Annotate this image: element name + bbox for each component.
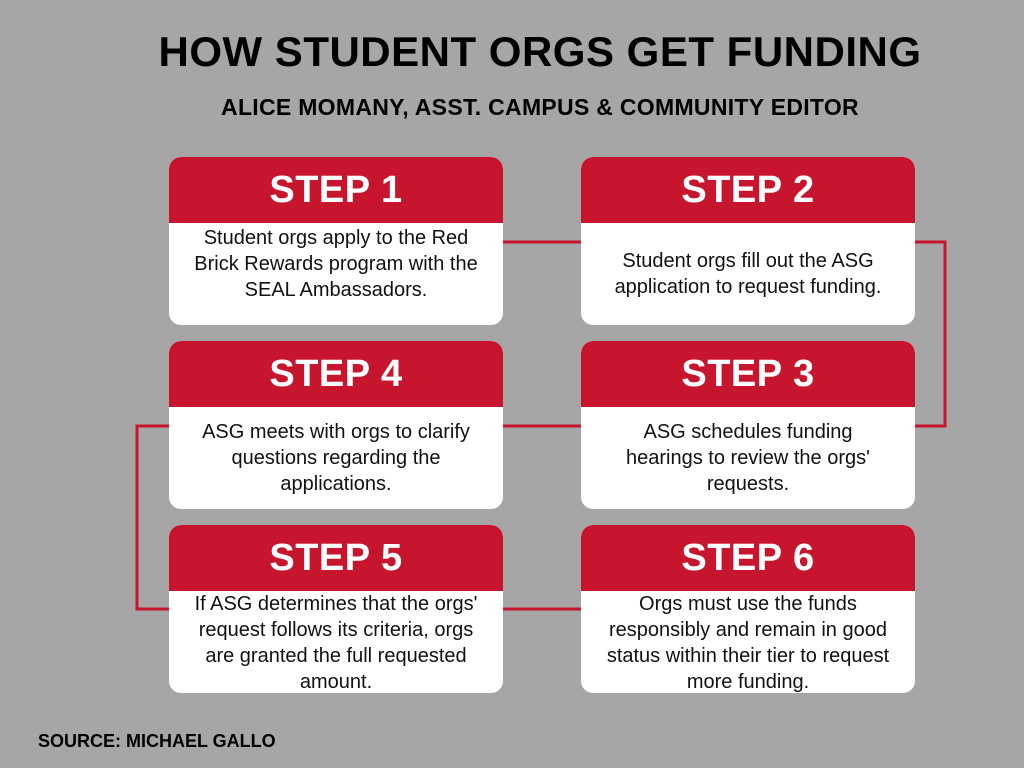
step-5-text: If ASG determines that the orgs' request follows its criteria, orgs are granted the full requested amount. [194,593,478,693]
step-1-text: Student orgs apply to the Red Brick Rewards program with the SEAL Ambassadors. [194,227,478,301]
step-3-label: STEP 3 [681,352,815,395]
step-6-header [581,525,915,591]
step-3-header [581,341,915,407]
step-2-label: STEP 2 [681,168,815,211]
step-2-header [581,157,915,223]
step-1-label: STEP 1 [269,168,403,211]
step-3-text: ASG schedules funding hearings to review the orgs' requests. [626,421,870,495]
step-6-card [581,525,915,693]
step-2-card [581,157,915,325]
step-3-card [581,341,915,509]
step-4-label: STEP 4 [269,352,403,395]
step-4-header [169,341,503,407]
step-4-text: ASG meets with orgs to clarify questions regarding the applications. [202,421,470,495]
step-6-label: STEP 6 [681,536,815,579]
step-1-header [169,157,503,223]
step-5-label: STEP 5 [269,536,403,579]
connector-4-5 [137,426,169,609]
connector-2-3 [914,242,945,426]
source-credit: SOURCE: MICHAEL GALLO [38,731,276,751]
step-1-card [169,157,503,325]
step-6-text: Orgs must use the funds responsibly and remain in good status within their tier to request more funding. [606,593,890,693]
byline: ALICE MOMANY, ASST. CAMPUS & COMMUNITY EDITOR [221,94,859,120]
page-title: HOW STUDENT ORGS GET FUNDING [158,28,922,75]
step-4-card [169,341,503,509]
step-5-header [169,525,503,591]
step-2-text: Student orgs fill out the ASG application to request funding. [614,250,882,298]
step-5-card [169,525,503,693]
